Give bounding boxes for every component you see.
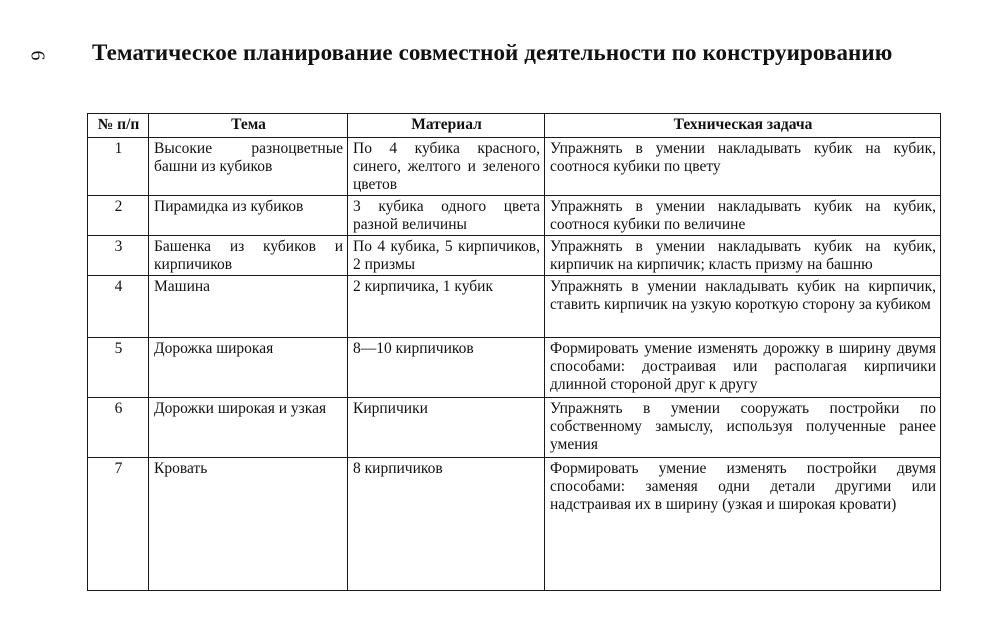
page-number: 6 [26,50,49,61]
row-number: 2 [88,196,149,236]
row-number: 6 [88,398,149,458]
row-task: Формировать умение изменять дорожку в ширину двумя способами: достраивая или располагая кирпичики длинной стороной друг к другу [545,338,941,398]
row-theme: Машина [149,276,348,338]
header-theme: Тема [149,114,348,138]
row-material: 8 кирпичиков [348,458,545,591]
table-row [88,458,941,591]
page-title: Тематическое планирование совместной деятельности по конструированию [92,40,893,65]
row-task: Упражнять в умении сооружать постройки по собственному замыслу, используя полученные ранее умения [545,398,941,458]
row-theme: Кровать [149,458,348,591]
header-task: Техническая задача [545,114,941,138]
row-number: 5 [88,338,149,398]
table-row [88,138,941,196]
row-task: Упражнять в умении накладывать кубик на кубик, соотнося кубики по величине [545,196,941,236]
row-theme: Дорожки широкая и узкая [149,398,348,458]
table-row [88,236,941,276]
planning-table [87,113,941,591]
row-material: Кирпичики [348,398,545,458]
row-number: 4 [88,276,149,338]
row-number: 7 [88,458,149,591]
header-number: № п/п [88,114,149,138]
row-task: Упражнять в умении накладывать кубик на кубик, соотнося кубики по цвету [545,138,941,196]
table-row [88,196,941,236]
header-material: Материал [348,114,545,138]
row-material: 8—10 кирпичиков [348,338,545,398]
table-row [88,338,941,398]
row-theme: Дорожка широкая [149,338,348,398]
row-material: По 4 кубика красного, синего, желтого и зеленого цветов [348,138,545,196]
row-number: 1 [88,138,149,196]
row-theme: Высокие разноцветные башни из кубиков [149,138,348,196]
row-material: По 4 кубика, 5 кирпичиков, 2 призмы [348,236,545,276]
row-number: 3 [88,236,149,276]
row-material: 2 кирпичика, 1 кубик [348,276,545,338]
row-theme: Башенка из кубиков и кирпичиков [149,236,348,276]
row-task: Упражнять в умении накладывать кубик на кубик, кирпичик на кирпичик; класть призму на башню [545,236,941,276]
table-header-row [88,114,941,138]
row-material: 3 кубика одного цвета разной величины [348,196,545,236]
row-task: Формировать умение изменять постройки двумя способами: заменяя одни детали другими или надстраивая их в ширину (узкая и широкая кровати) [545,458,941,591]
row-task: Упражнять в умении накладывать кубик на кирпичик, ставить кирпичик на узкую короткую сторону за кубиком [545,276,941,338]
table-row [88,398,941,458]
row-theme: Пирамидка из кубиков [149,196,348,236]
table-row [88,276,941,338]
